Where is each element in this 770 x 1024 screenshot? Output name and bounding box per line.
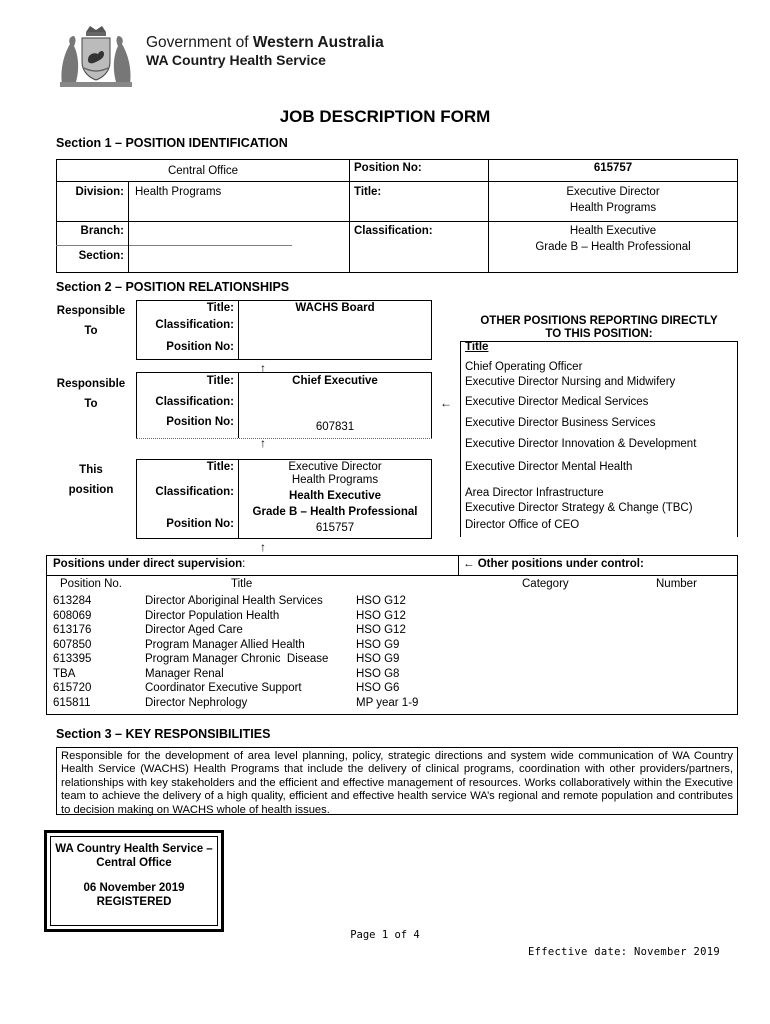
government-name: Government of Western Australia xyxy=(146,34,384,51)
stamp-date: 06 November 2019 xyxy=(83,882,185,894)
supervision-heading: Positions under direct supervision: xyxy=(53,558,246,570)
effective-date: Effective date: November 2019 xyxy=(528,946,721,958)
row-grade: HSO G12 xyxy=(356,624,406,636)
other-control-heading: ← Other positions under control: xyxy=(463,558,644,570)
row-position-no: 615811 xyxy=(53,697,91,709)
section1-title: Section 1 – POSITION IDENTIFICATION xyxy=(56,136,288,150)
title-value-line1: Executive Director xyxy=(566,186,660,198)
position-label: position xyxy=(68,484,114,496)
other-positions-title-column: Title xyxy=(465,341,489,353)
this-label: This xyxy=(79,464,103,476)
key-responsibilities-text: Responsible for the development of area level planning, policy, strategic directions and system wide communication of WA Country Health Service (WACHS) Health Programs that include the delivery of clinical programs, coordination with other providers/partners, relationships with key stakeholders and the efficient and effective management of resources. Works collaboratively within the Executive team to achieve the delivery of a high quality, efficient and effective health service WA’s regional and remote population and contributes to decision making on WACHS whole of health issues. xyxy=(56,747,738,815)
section-label: Section: xyxy=(78,250,124,262)
box3-title-label: Title: xyxy=(206,461,234,473)
form-title: JOB DESCRIPTION FORM xyxy=(279,107,491,126)
column-header-position-no: Position No. xyxy=(60,578,123,590)
row-title: Director Aged Care xyxy=(145,624,243,636)
up-arrow-icon: ↑ xyxy=(260,540,266,554)
row-position-no: 615720 xyxy=(53,682,92,694)
box3-position-no-label: Position No: xyxy=(166,518,234,530)
column-header-number: Number xyxy=(656,578,697,590)
box2-position-no-value: 607831 xyxy=(315,421,355,433)
row-title: Director Population Health xyxy=(145,610,280,622)
column-header-category: Category xyxy=(522,578,569,590)
row-grade: HSO G12 xyxy=(356,610,406,622)
box1-title-value: WACHS Board xyxy=(295,302,375,314)
row-position-no: 613284 xyxy=(53,595,92,607)
list-item: Executive Director Innovation & Development xyxy=(465,438,697,450)
box3-classification-label: Classification: xyxy=(155,486,234,498)
stamp-line2: Central Office xyxy=(96,857,172,869)
other-positions-heading-line1: OTHER POSITIONS REPORTING DIRECTLY xyxy=(480,315,718,327)
row-title: Program Manager Chronic Disease xyxy=(145,653,329,665)
box1-classification-label: Classification: xyxy=(155,319,234,331)
box3-classification-value-line2: Grade B – Health Professional xyxy=(252,506,418,518)
box1-title-label: Title: xyxy=(206,302,234,314)
row-position-no: TBA xyxy=(53,668,76,680)
organisation-name: WA Country Health Service xyxy=(146,52,326,68)
responsible-label-1: Responsible xyxy=(56,305,126,317)
other-positions-heading-line2: TO THIS POSITION: xyxy=(545,328,653,340)
row-position-no: 608069 xyxy=(53,610,92,622)
row-position-no: 607850 xyxy=(53,639,92,651)
row-title: Manager Renal xyxy=(145,668,224,680)
row-position-no: 613395 xyxy=(53,653,92,665)
page-number: Page 1 of 4 xyxy=(350,929,420,941)
up-arrow-icon: ↑ xyxy=(260,361,266,375)
division-value: Health Programs xyxy=(135,186,222,198)
column-header-title: Title xyxy=(231,578,253,590)
row-position-no: 613176 xyxy=(53,624,92,636)
list-item: Chief Operating Officer xyxy=(465,361,583,373)
row-title: Program Manager Allied Health xyxy=(145,639,305,651)
box2-classification-label: Classification: xyxy=(155,396,234,408)
row-title: Director Aboriginal Health Services xyxy=(145,595,323,607)
list-item: Executive Director Medical Services xyxy=(465,396,649,408)
position-no-label: Position No: xyxy=(354,162,422,174)
list-item: Executive Director Strategy & Change (TBC) xyxy=(465,502,693,514)
responsible-label-2: Responsible xyxy=(56,378,126,390)
row-grade: MP year 1-9 xyxy=(356,697,419,709)
section3-title: Section 3 – KEY RESPONSIBILITIES xyxy=(56,727,271,741)
row-grade: HSO G12 xyxy=(356,595,406,607)
list-item: Executive Director Mental Health xyxy=(465,461,633,473)
section2-title: Section 2 – POSITION RELATIONSHIPS xyxy=(56,280,290,294)
title-label: Title: xyxy=(354,186,382,198)
list-item: Executive Director Business Services xyxy=(465,417,656,429)
box3-title-value-line2: Health Programs xyxy=(291,474,379,486)
left-arrow-icon: ← xyxy=(440,396,452,410)
box2-title-value: Chief Executive xyxy=(292,375,378,387)
row-grade: HSO G9 xyxy=(356,639,400,651)
position-no-value: 615757 xyxy=(593,162,633,174)
row-grade: HSO G6 xyxy=(356,682,400,694)
box3-position-no-value: 615757 xyxy=(315,522,355,534)
list-item: Director Office of CEO xyxy=(465,519,580,531)
row-grade: HSO G8 xyxy=(356,668,400,680)
box2-position-no-label: Position No: xyxy=(166,416,234,428)
box3-title-value-line1: Executive Director xyxy=(288,461,382,473)
office-value: Central Office xyxy=(167,165,239,177)
list-item: Area Director Infrastructure xyxy=(465,487,604,499)
wa-coat-of-arms-icon xyxy=(58,24,134,88)
up-arrow-icon: ↑ xyxy=(260,436,266,450)
division-label: Division: xyxy=(75,186,124,198)
title-value-line2: Health Programs xyxy=(569,202,657,214)
box3-classification-value-line1: Health Executive xyxy=(288,490,382,502)
to-label-1: To xyxy=(84,325,98,337)
box2-title-label: Title: xyxy=(206,375,234,387)
stamp-line1: WA Country Health Service – xyxy=(55,843,213,855)
to-label-2: To xyxy=(84,398,98,410)
row-title: Coordinator Executive Support xyxy=(145,682,302,694)
classification-label: Classification: xyxy=(354,225,433,237)
classification-value-line1: Health Executive xyxy=(569,225,657,237)
list-item: Executive Director Nursing and Midwifery xyxy=(465,376,676,388)
stamp-registered: REGISTERED xyxy=(96,896,172,908)
branch-label: Branch: xyxy=(80,225,124,237)
position-identification-table xyxy=(56,159,738,273)
box1-position-no-label: Position No: xyxy=(166,341,234,353)
classification-value-line2: Grade B – Health Professional xyxy=(535,241,691,253)
row-grade: HSO G9 xyxy=(356,653,400,665)
row-title: Director Nephrology xyxy=(145,697,248,709)
